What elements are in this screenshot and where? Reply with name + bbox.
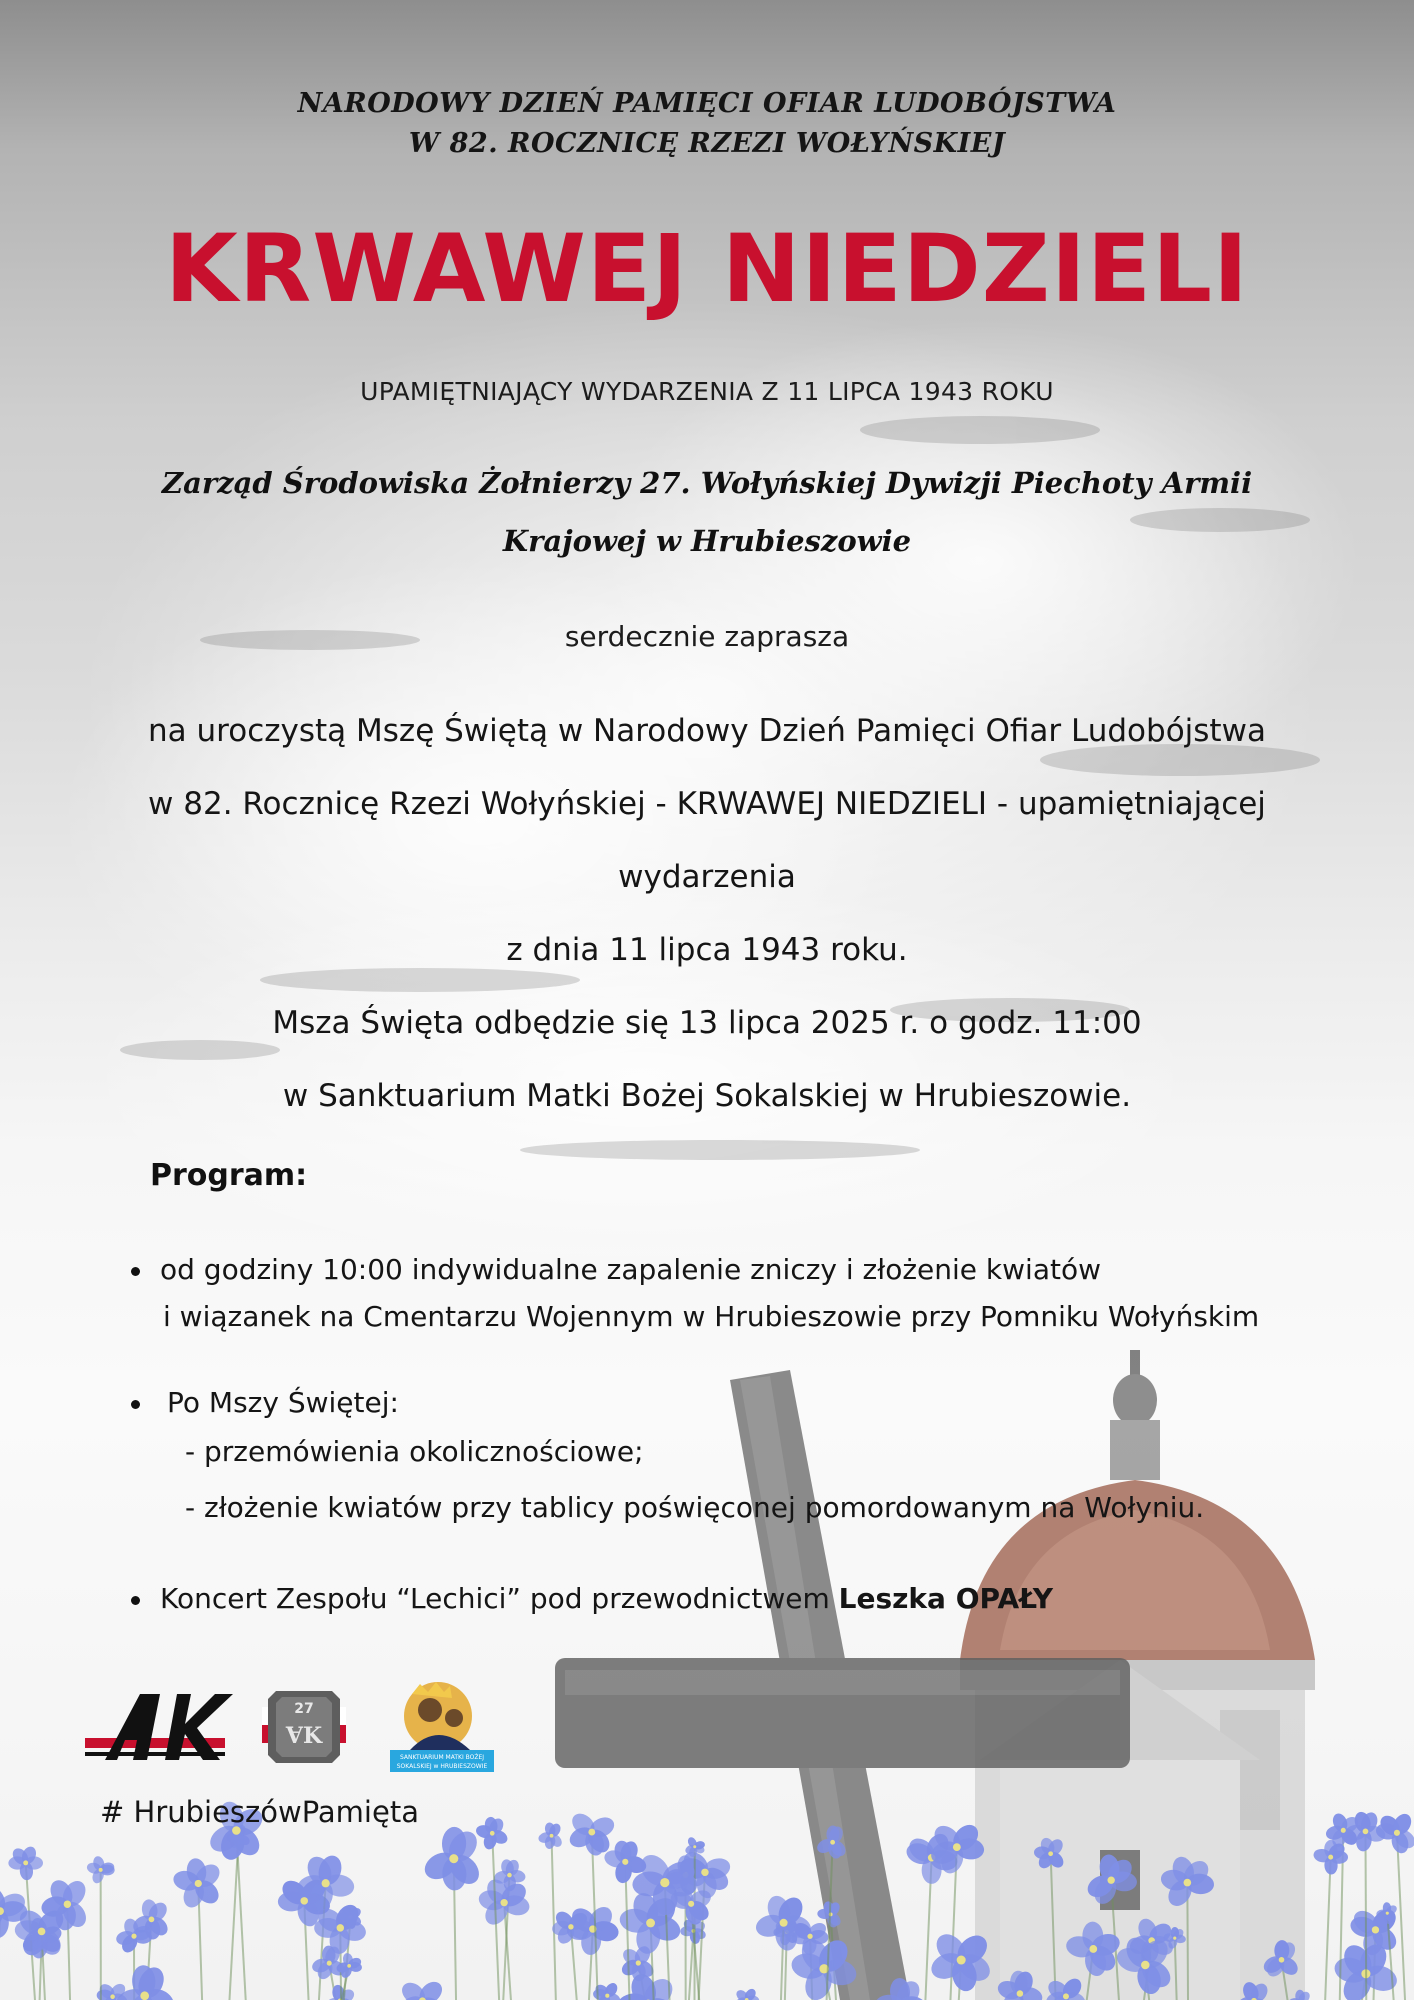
- program-item-2-line-1: Po Mszy Świętej:: [167, 1386, 399, 1419]
- program-item-1-line-1: od godziny 10:00 indywidualne zapalenie zniczy i złożenie kwiatów: [160, 1253, 1101, 1286]
- invitation-line: Msza Święta odbędzie się 13 lipca 2025 r. o godz. 11:00: [272, 1005, 1142, 1041]
- flower-icon: [171, 1857, 224, 2000]
- main-title: KRWAWEJ NIEDZIELI: [165, 215, 1249, 324]
- header-line-1: NARODOWY DZIEŃ PAMIĘCI OFIAR LUDOBÓJSTWA: [297, 88, 1117, 119]
- flower-icon: [1234, 1980, 1273, 2000]
- program-item-2-sub-2: - złożenie kwiatów przy tablicy poświęconej pomordowanym na Wołyniu.: [185, 1491, 1205, 1524]
- sanctuary-caption-1: SANKTUARIUM MATKI BOŻEJ: [399, 1754, 485, 1761]
- flower-icon: [1163, 1927, 1186, 2000]
- badge-number: 27: [294, 1701, 314, 1717]
- flower-icon: [537, 1822, 564, 2000]
- flower-icon: [420, 1826, 485, 2000]
- flower-icon: [1044, 1975, 1089, 2000]
- hashtag: # HrubieszówPamięta: [100, 1795, 419, 1829]
- ak-logo: [85, 1690, 235, 1762]
- flower-icon: [397, 1977, 447, 2000]
- program-item-3-bold: Leszka OPAŁY: [838, 1582, 1054, 1615]
- invitation-phrase: serdecznie zaprasza: [564, 620, 850, 653]
- flower-icon: [927, 1929, 994, 2000]
- flower-icon: [1287, 1990, 1313, 2000]
- header-line-2: W 82. ROCZNICĘ RZEZI WOŁYŃSKIEJ: [408, 128, 1006, 159]
- flower-icon: [112, 1963, 178, 2000]
- svg-text:ⱯK: ⱯK: [285, 1723, 323, 1749]
- flower-icon: [323, 1984, 357, 2000]
- flower-icon: [995, 1969, 1044, 2000]
- invitation-text: [0, 695, 1414, 1133]
- subtitle: UPAMIĘTNIAJĄCY WYDARZENIA Z 11 LIPCA 1943 ROKU: [360, 377, 1054, 406]
- flower-icon: [86, 1855, 116, 2000]
- sanctuary-caption-2: SOKALSKIEJ w HRUBIESZOWIE: [396, 1763, 488, 1770]
- bullet-icon: [131, 1596, 140, 1605]
- program-item-3-text: Koncert Zespołu “Lechici” pod przewodnictwem: [160, 1582, 839, 1615]
- program-item-2-sub-1: - przemówienia okolicznościowe;: [185, 1435, 644, 1468]
- invitation-line: w Sanktuarium Matki Bożej Sokalskiej w Hrubieszowie.: [282, 1078, 1132, 1114]
- flower-icon: [1033, 1836, 1066, 2000]
- flower-icon: [551, 1908, 591, 2000]
- sanctuary-logo: [390, 1680, 494, 1772]
- program-item-1-line-2: i wiązanek na Cmentarzu Wojennym w Hrubieszowie przy Pomniku Wołyńskim: [163, 1300, 1260, 1333]
- bullet-icon: [131, 1400, 140, 1409]
- organizer-line-1: Zarząd Środowiska Żołnierzy 27. Wołyńskiej Dywizji Piechoty Armii: [161, 466, 1253, 500]
- program-heading: Program:: [150, 1158, 308, 1193]
- flower-icon: [874, 1977, 928, 2000]
- invitation-line: wydarzenia: [618, 859, 796, 895]
- program-item-3: [160, 1582, 1053, 1615]
- organizer-name: [0, 454, 1414, 570]
- 27-division-badge: [262, 1685, 346, 1769]
- organizer-line-2: Krajowej w Hrubieszowie: [502, 524, 912, 558]
- invitation-line: na uroczystą Mszę Świętą w Narodowy Dzień Pamięci Ofiar Ludobójstwa: [148, 713, 1266, 749]
- invitation-line: z dnia 11 lipca 1943 roku.: [506, 932, 908, 968]
- invitation-line: w 82. Rocznicę Rzezi Wołyńskiej - KRWAWEJ NIEDZIELI - upamiętniającej: [148, 786, 1266, 822]
- flower-icon: [733, 1987, 759, 2000]
- commemoration-header: [0, 84, 1414, 164]
- bullet-icon: [131, 1267, 140, 1276]
